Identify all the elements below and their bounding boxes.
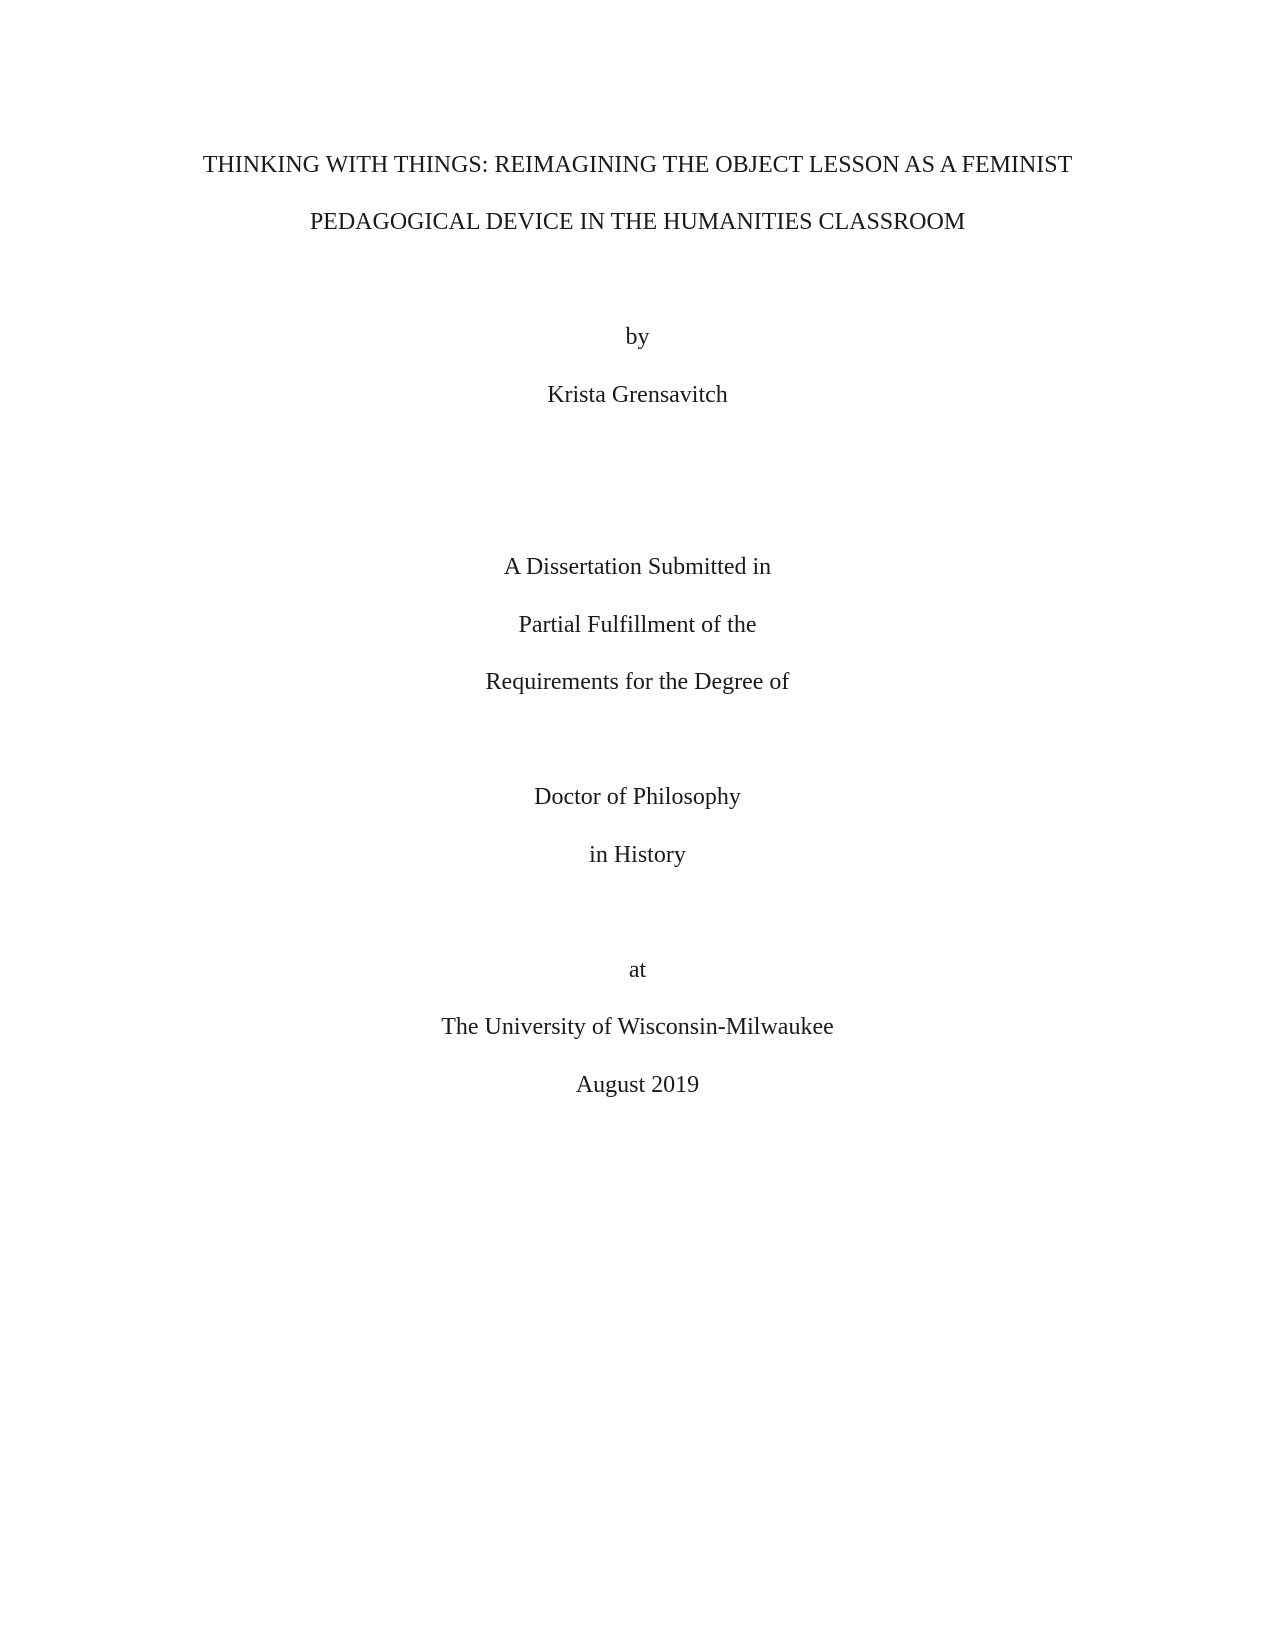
submission-line-2: Partial Fulfillment of the [518, 612, 757, 638]
author-name: Krista Grensavitch [547, 382, 728, 408]
submission-line-3: Requirements for the Degree of [485, 669, 790, 695]
title-line-1: THINKING WITH THINGS: REIMAGINING THE OBJECT LESSON AS A FEMINIST [202, 152, 1073, 178]
institution-name: The University of Wisconsin-Milwaukee [441, 1014, 834, 1040]
degree-field: in History [589, 842, 686, 868]
by-label: by [625, 324, 650, 350]
title-line-2: PEDAGOGICAL DEVICE IN THE HUMANITIES CLASSROOM [309, 209, 966, 235]
submission-line-1: A Dissertation Submitted in [503, 554, 772, 580]
degree-name: Doctor of Philosophy [534, 784, 741, 810]
at-label: at [628, 957, 647, 983]
submission-date: August 2019 [575, 1072, 700, 1098]
